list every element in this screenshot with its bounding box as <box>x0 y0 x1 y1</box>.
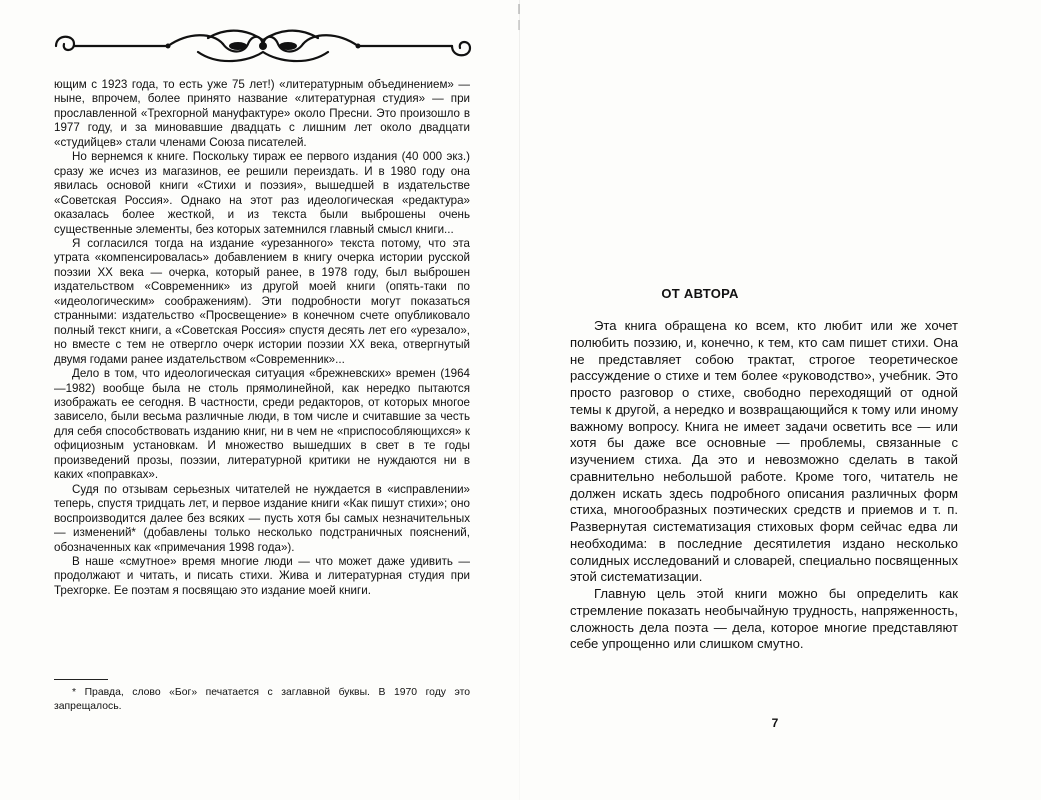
left-body-text <box>54 78 470 598</box>
page-number: 7 <box>771 716 779 730</box>
left-page <box>0 0 520 800</box>
left-paragraph-5: Судя по отзывам серьезных читателей не нуждается в «исправлении» теперь, спустя тридцать лет, и первое издание книги «Как пишут стихи»; оно воспроизводится далее без всяких — пусть хотя бы самых незначительных — изменений* (добавлены только несколько подстраничных пояснений, обозначенных как «примечания 1998 года»). <box>54 482 470 554</box>
right-body-text <box>570 318 958 653</box>
right-paragraph-2: Главную цель этой книги можно бы определить как стремление показать необычайную трудность, напряженность, сложность дела поэта — дела, которое многие представляют себе упрощенно или слишком смутно. <box>570 586 958 652</box>
left-paragraph-4: Дело в том, что идеологическая ситуация «брежневских» времен (1964—1982) вообще была не столь прямолинейной, как нередко пытаются изображать ее сегодня. В частности, среди редакторов, от которых многое зависело, были весьма различные люди, в том числе и считавшие за честь для себя способствовать изданию книг, ни в чем не «приспособляющихся» к официозным установкам. И множество вышедших в свет в те годы произведений прозы, поэзии, литературной критики не нуждаются ни в каких «поправках». <box>54 367 470 482</box>
footnote: * Правда, слово «Бог» печатается с заглавной буквы. В 1970 году это запрещалось. <box>54 687 470 712</box>
footnote-divider <box>54 679 108 680</box>
left-paragraph-6: В наше «смутное» время многие люди — что может даже удивить — продолжают и читать, и писать стихи. Жива и литературная студия при Трехгорке. Ее поэтам я посвящаю это издание моей книги. <box>54 554 470 597</box>
decorative-ornament-icon <box>48 22 478 70</box>
chapter-heading: ОТ АВТОРА <box>661 286 739 301</box>
left-paragraph-1: ющим с 1923 года, то есть уже 75 лет!) «литературным объединением» — ныне, впрочем, более принято название «литературная студия» — при прославленной «Трехгорной мануфактуре» около Пресни. Это произошло в 1977 году, и за миновавшие двадцать с лишним лет около двадцати «студийцев» стали членами Союза писателей. <box>54 78 470 149</box>
left-paragraph-2: Но вернемся к книге. Поскольку тираж ее первого издания (40 000 экз.) сразу же исчез из магазинов, ее решили переиздать. И в 1980 году она явилась основой книги «Стихи и поэзия», вышедшей в издательстве «Советская Россия». Однако на этот раз идеологическая «редактура» оказалась более жесткой, и из текста были выброшены очень существенные элементы, без которых затемнился главный смысл книги... <box>54 150 470 236</box>
left-paragraph-3: Я согласился тогда на издание «урезанного» текста потому, что эта утрата «компенсировалась» добавлением в книгу очерка истории русской поэзии XX века — очерка, который ранее, в 1978 году, был выброшен издательством «Современник» из другой моей книги (опять-таки по «идеологическим» соображениям). Эти подробности могут показаться странными: издательство «Просвещение» в конечном счете опубликовало полный текст книги, а «Советская Россия» спустя десять лет его «урезало», но вместе с тем не отвергло очерк истории поэзии XX века, отвергнутый двумя годами ранее издательством «Современник»... <box>54 236 470 366</box>
right-paragraph-1: Эта книга обращена ко всем, кто любит или же хочет полюбить поэзию, и, конечно, к тем, кто сам пишет стихи. Она не представляет собою трактат, строгое теоретическое рассуждение о стихе и тем более «руководство», учебник. Это просто разговор о стихе, свободно переходящий от одной темы к другой, а нередко и возвращающийся к тому или иному важному вопросу. Книга не имеет задачи осветить все — или хотя бы даже все основные — проблемы, связанные с изучением стиха. Да это и невозможно сделать в такой сравнительно небольшой работе. Кроме того, читатель не должен искать здесь подробного описания различных форм стиха, многообразных поэтических средств и приемов и т. п. Развернутая систематизация стиховых форм сейчас едва ли необходима: в последние десятилетия издано несколько солидных исследований и словарей, специально посвященных этой систематизации. <box>570 318 958 585</box>
